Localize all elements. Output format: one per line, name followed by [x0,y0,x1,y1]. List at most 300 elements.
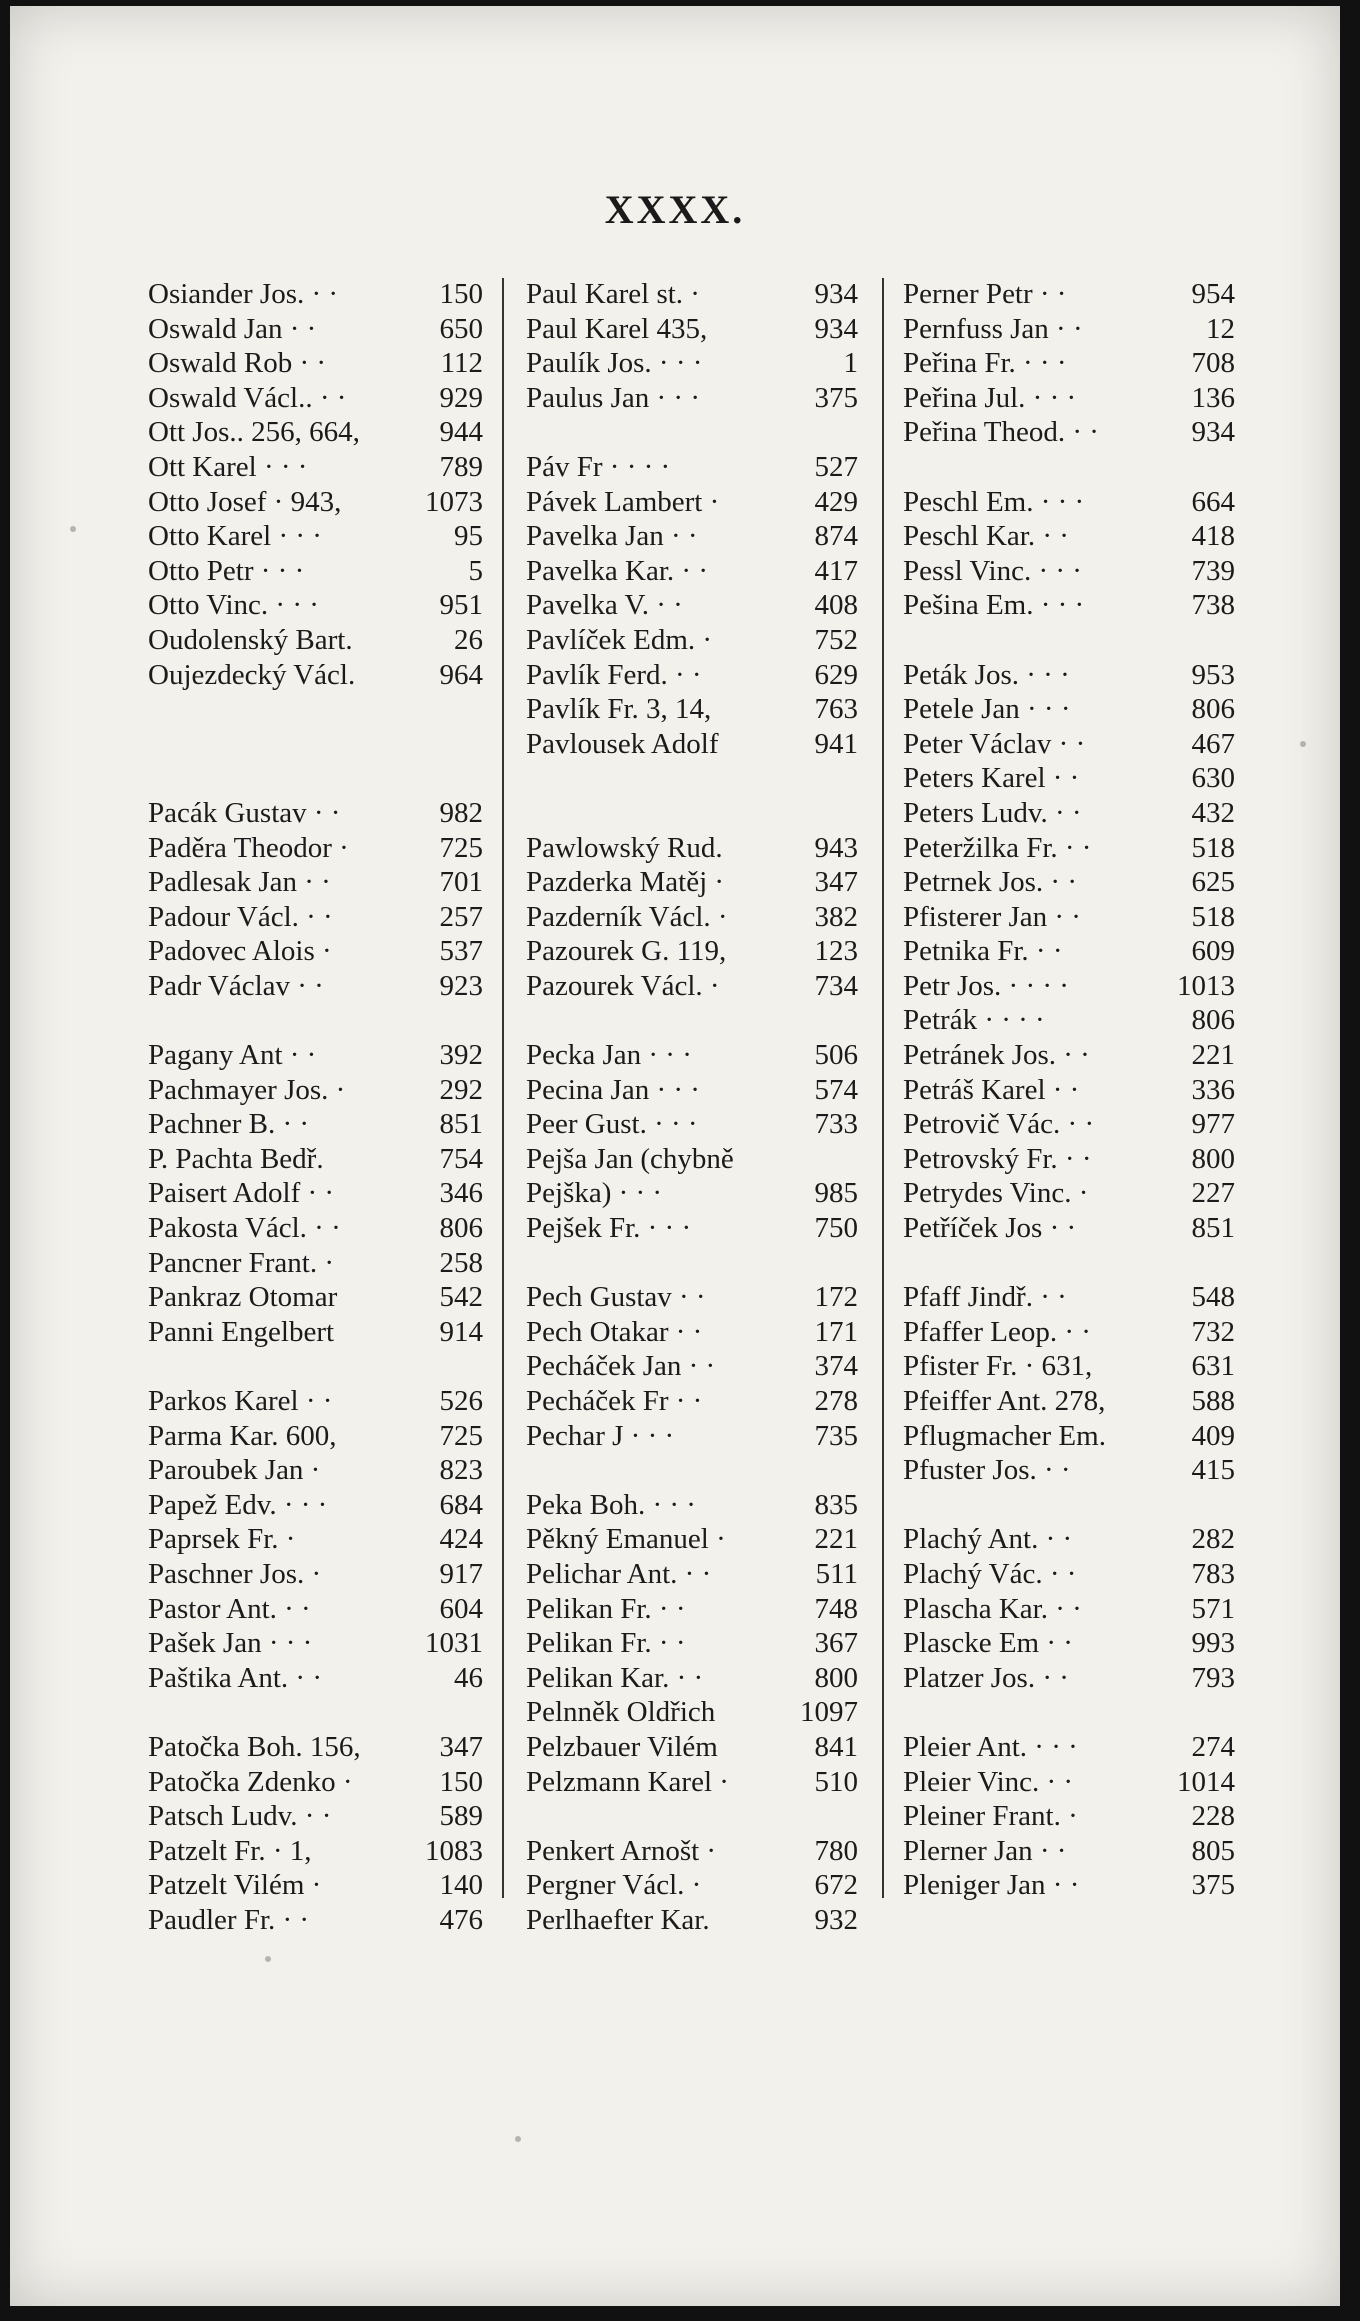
row-gap [148,693,483,728]
entry-page-number: 977 [1191,1108,1235,1141]
entry-page-number: 418 [1191,520,1235,553]
entry-page-number: 506 [814,1039,858,1072]
entry-name: Pavlík Ferd. · · [526,658,702,691]
entry-name: Osiander Jos. · · [148,278,339,310]
paper-speck [515,2136,521,2142]
index-entry [526,1143,858,1178]
entry-name: Otto Karel · · · [148,520,322,553]
entry-name: Paulík Jos. · · · [526,347,703,380]
entry-page-number: 1073 [425,485,483,518]
index-entry [903,1662,1235,1697]
entry-name: Pfister Fr. · 631, [903,1350,1093,1383]
entry-page-number: 526 [439,1385,483,1417]
entry-name: Peer Gust. · · · [526,1108,698,1141]
entry-name: Pech Otakar · · [526,1315,703,1348]
entry-name: Platzer Jos. · · [903,1661,1069,1694]
entry-page-number: 347 [814,866,858,899]
index-entry [903,762,1235,797]
entry-page-number: 476 [439,1903,483,1936]
entry-page-number: 701 [439,866,483,899]
index-entry [526,866,858,901]
entry-page-number: 1031 [425,1627,483,1660]
row-gap [526,797,858,832]
index-entry [148,1074,483,1109]
index-entry [903,970,1235,1005]
row-gap [148,1004,483,1039]
entry-page-number: 725 [439,1419,483,1452]
index-entry [148,659,483,694]
index-entry [903,1558,1235,1593]
entry-page-number: 409 [1191,1419,1235,1452]
index-entry [526,486,858,521]
entry-page-number: 917 [439,1557,483,1590]
entry-page-number: 951 [439,589,483,622]
entry-name: Pejša Jan (chybně [526,1142,734,1175]
entry-page-number: 511 [815,1557,858,1590]
entry-page-number: 738 [1191,589,1235,622]
entry-page-number: 136 [1191,381,1235,414]
entry-name: Pachner B. · · [148,1108,310,1141]
entry-page-number: 806 [439,1212,483,1245]
entry-name: Parma Kar. 600, [148,1419,337,1452]
row-gap [526,1454,858,1489]
index-entry [903,1004,1235,1039]
index-entry [903,901,1235,936]
entry-name: Peteržilka Fr. · · [903,831,1092,864]
index-entry [148,1454,483,1489]
index-entry [903,1177,1235,1212]
entry-page-number: 672 [814,1869,858,1902]
entry-page-number: 274 [1191,1730,1235,1763]
entry-name: Pelikan Fr. · · [526,1627,686,1660]
index-entry [526,1039,858,1074]
entry-name: Oswald Václ.. · · [148,381,347,414]
entry-page-number: 806 [1191,1004,1235,1037]
entry-name: Pecháček Fr · · [526,1385,703,1417]
index-entry [903,797,1235,832]
index-entry [903,278,1235,313]
index-entry [903,1593,1235,1628]
index-entry [148,520,483,555]
page-sheet [10,6,1340,2306]
entry-name: Peka Boh. · · · [526,1488,696,1521]
entry-page-number: 571 [1191,1592,1235,1625]
entry-name: Pazderník Václ. · [526,900,728,933]
entry-name: Pecina Jan · · · [526,1073,700,1106]
index-entry [148,313,483,348]
entry-name: Pelikan Kar. · · [526,1661,704,1694]
index-entry [148,382,483,417]
entry-page-number: 258 [439,1246,483,1279]
entry-name: Pfisterer Jan · · [903,900,1081,933]
row-gap [148,728,483,763]
entry-name: Paul Karel 435, [526,312,708,345]
index-entry [148,1523,483,1558]
index-entry [148,1281,483,1316]
entry-page-number: 26 [454,623,483,656]
entry-name: Pleier Vinc. · · [903,1765,1074,1798]
row-gap [526,762,858,797]
entry-page-number: 172 [814,1281,858,1314]
entry-page-number: 934 [814,278,858,310]
index-entry [526,313,858,348]
entry-page-number: 934 [1191,416,1235,449]
entry-name: Oujezdecký Václ. [148,658,356,691]
entry-name: Petrovič Vác. · · [903,1108,1095,1141]
index-entry [148,1177,483,1212]
index-entry [148,866,483,901]
entry-name: Peřina Theod. · · [903,416,1099,449]
index-entry [526,1212,858,1247]
index-entry [148,832,483,867]
entry-page-number: 150 [439,278,483,310]
entry-page-number: 874 [814,520,858,553]
index-entry [526,1316,858,1351]
entry-page-number: 993 [1191,1627,1235,1660]
entry-name: Paděra Theodor · [148,831,349,864]
entry-page-number: 542 [439,1281,483,1314]
row-gap [526,416,858,451]
entry-page-number: 754 [439,1142,483,1175]
index-entry [903,382,1235,417]
entry-page-number: 588 [1191,1385,1235,1417]
entry-page-number: 527 [814,450,858,483]
entry-page-number: 589 [439,1800,483,1833]
entry-page-number: 734 [814,969,858,1002]
entry-name: Pacák Gustav · · [148,796,341,829]
entry-page-number: 417 [814,554,858,587]
entry-page-number: 923 [439,969,483,1002]
entry-page-number: 944 [439,416,483,449]
entry-page-number: 432 [1191,796,1235,829]
entry-name: Panni Engelbert [148,1315,335,1348]
entry-page-number: 140 [439,1869,483,1902]
entry-page-number: 282 [1191,1523,1235,1556]
entry-name: Patzelt Fr. · 1, [148,1834,312,1867]
entry-name: Pejšek Fr. · · · [526,1212,692,1245]
row-gap [526,1004,858,1039]
index-entry [903,555,1235,590]
entry-name: Paisert Adolf · · [148,1177,335,1210]
index-entry [903,347,1235,382]
entry-name: Plascke Em · · [903,1627,1073,1660]
index-entry [903,1627,1235,1662]
index-entry [903,416,1235,451]
column-1 [148,278,483,1939]
index-entry [148,1039,483,1074]
entry-page-number: 518 [1191,900,1235,933]
entry-page-number: 650 [439,312,483,345]
index-entry [526,1108,858,1143]
index-entry [903,1316,1235,1351]
entry-page-number: 424 [439,1523,483,1556]
index-entry [148,970,483,1005]
entry-page-number: 964 [439,658,483,691]
index-entry [148,1489,483,1524]
index-entry [148,1247,483,1282]
index-entry [148,624,483,659]
entry-page-number: 408 [814,589,858,622]
entry-name: Pavelka Jan · · [526,520,698,553]
index-entry [148,1904,483,1939]
entry-page-number: 221 [814,1523,858,1556]
entry-name: Peschl Kar. · · [903,520,1069,553]
entry-page-number: 800 [814,1661,858,1694]
entry-page-number: 392 [439,1039,483,1072]
index-entry [903,1766,1235,1801]
entry-name: Plachý Ant. · · [903,1523,1073,1556]
index-entry [526,693,858,728]
index-entry [526,1766,858,1801]
entry-page-number: 46 [454,1661,483,1694]
index-entry [148,797,483,832]
entry-name: Pastor Ant. · · [148,1592,311,1625]
entry-page-number: 982 [439,796,483,829]
entry-name: Perlhaefter Kar. [526,1903,710,1936]
entry-name: Pavlík Fr. 3, 14, [526,693,712,726]
index-entry [526,1662,858,1697]
entry-name: Patzelt Vilém · [148,1869,322,1902]
entry-name: Pelzmann Karel · [526,1765,729,1798]
index-entry [148,1869,483,1904]
entry-name: Pergner Václ. · [526,1869,702,1902]
index-entry [148,1593,483,1628]
entry-page-number: 841 [814,1730,858,1763]
entry-name: Parkos Karel · · [148,1385,333,1417]
index-entry [903,1074,1235,1109]
entry-page-number: 739 [1191,554,1235,587]
entry-name: Otto Vinc. · · · [148,589,319,622]
entry-name: Peták Jos. · · · [903,658,1070,691]
index-entry [526,347,858,382]
index-entry [526,1627,858,1662]
entry-name: Patočka Boh. 156, [148,1730,361,1763]
entry-name: Otto Josef · 943, [148,485,342,518]
index-entry [526,1489,858,1524]
index-entry [526,1281,858,1316]
entry-name: Pěkný Emanuel · [526,1523,726,1556]
entry-name: Peters Ludv. · · [903,796,1082,829]
index-entry [526,728,858,763]
index-entry [526,520,858,555]
index-entry [148,451,483,486]
column-divider-2 [882,278,884,1898]
entry-name: Pecka Jan · · · [526,1039,692,1072]
entry-page-number: 748 [814,1592,858,1625]
paper-speck [265,1956,271,1962]
row-gap [903,624,1235,659]
entry-page-number: 733 [814,1108,858,1141]
index-entry [148,1662,483,1697]
entry-name: Peřina Fr. · · · [903,347,1067,380]
entry-name: Plachý Vác. · · [903,1557,1077,1590]
entry-name: P. Pachta Bedř. [148,1142,324,1175]
entry-name: Paudler Fr. · · [148,1903,310,1936]
entry-page-number: 789 [439,450,483,483]
entry-page-number: 823 [439,1454,483,1487]
entry-page-number: 537 [439,935,483,968]
entry-page-number: 630 [1191,762,1235,795]
entry-page-number: 375 [814,381,858,414]
index-entry [526,1869,858,1904]
entry-page-number: 625 [1191,866,1235,899]
entry-page-number: 800 [1191,1142,1235,1175]
entry-name: Pazourek G. 119, [526,935,727,968]
entry-page-number: 171 [814,1315,858,1348]
row-gap [148,1696,483,1731]
entry-name: Patočka Zdenko · [148,1765,353,1798]
index-entry [148,935,483,970]
index-entry [526,1074,858,1109]
entry-page-number: 257 [439,900,483,933]
entry-name: Pavelka V. · · [526,589,683,622]
index-entry [526,624,858,659]
index-entry [148,278,483,313]
entry-page-number: 1014 [1177,1765,1235,1798]
row-gap [903,1489,1235,1524]
entry-page-number: 631 [1191,1350,1235,1383]
entry-name: Pazourek Václ. · [526,969,720,1002]
index-entry [903,659,1235,694]
index-entry [903,1039,1235,1074]
entry-page-number: 954 [1191,278,1235,310]
entry-name: Pazderka Matěj · [526,866,725,899]
row-gap [903,451,1235,486]
index-entry [148,1385,483,1420]
entry-name: Pech Gustav · · [526,1281,706,1314]
entry-page-number: 415 [1191,1454,1235,1487]
index-entry [148,901,483,936]
entry-page-number: 851 [1191,1212,1235,1245]
entry-page-number: 725 [439,831,483,864]
index-entry [903,486,1235,521]
entry-page-number: 429 [814,485,858,518]
index-entry [903,728,1235,763]
entry-name: Pflugmacher Em. [903,1419,1106,1452]
entry-name: Pfeiffer Ant. 278, [903,1385,1106,1417]
index-entry [526,1350,858,1385]
entry-name: Pessl Vinc. · · · [903,554,1082,587]
index-entry [903,1350,1235,1385]
entry-name: Padour Václ. · · [148,900,333,933]
entry-page-number: 374 [814,1350,858,1383]
entry-name: Ott Karel · · · [148,450,308,483]
entry-name: Petnika Fr. · · [903,935,1063,968]
index-entry [148,1143,483,1178]
entry-page-number: 367 [814,1627,858,1660]
index-entry [903,1454,1235,1489]
entry-name: Pavlíček Edm. · [526,623,713,656]
entry-page-number: 518 [1191,831,1235,864]
entry-name: Plascha Kar. · · [903,1592,1082,1625]
entry-name: Perner Petr · · [903,278,1067,310]
entry-page-number: 629 [814,658,858,691]
entry-name: Pejška) · · · [526,1177,663,1210]
index-entry [526,832,858,867]
index-entry [148,1800,483,1835]
index-entry [526,1420,858,1455]
entry-page-number: 150 [439,1765,483,1798]
entry-name: Petr Jos. · · · · [903,969,1069,1002]
row-gap [903,1696,1235,1731]
entry-name: Pešina Em. · · · [903,589,1085,622]
entry-name: Pankraz Otomar [148,1281,338,1314]
entry-name: Pawlowský Rud. [526,831,723,864]
entry-name: Pavelka Kar. · · [526,554,708,587]
entry-page-number: 375 [1191,1869,1235,1902]
entry-page-number: 112 [440,347,483,380]
row-gap [526,1800,858,1835]
index-entry [526,1904,858,1939]
index-entry [903,1731,1235,1766]
entry-page-number: 227 [1191,1177,1235,1210]
entry-page-number: 12 [1206,312,1235,345]
entry-name: Petrnek Jos. · · [903,866,1077,899]
index-entry [148,1316,483,1351]
entry-name: Pagany Ant · · [148,1039,317,1072]
entry-page-number: 732 [1191,1315,1235,1348]
column-divider-1 [502,278,504,1898]
entry-name: Otto Petr · · · [148,554,305,587]
entry-name: Páv Fr · · · · [526,450,671,483]
index-entry [903,1523,1235,1558]
entry-page-number: 1013 [1177,969,1235,1002]
entry-page-number: 806 [1191,693,1235,726]
index-entry [526,382,858,417]
entry-name: Pfaff Jindř. · · [903,1281,1067,1314]
entry-page-number: 548 [1191,1281,1235,1314]
page-title: XXXX. [604,187,746,232]
entry-page-number: 574 [814,1073,858,1106]
entry-page-number: 750 [814,1212,858,1245]
index-entry [526,589,858,624]
entry-page-number: 851 [439,1108,483,1141]
entry-page-number: 752 [814,623,858,656]
index-entry [903,1835,1235,1870]
paper-speck [70,526,76,532]
entry-page-number: 510 [814,1765,858,1798]
paper-speck [1300,741,1306,747]
entry-page-number: 684 [439,1488,483,1521]
entry-name: Pašek Jan · · · [148,1627,313,1660]
entry-name: Pancner Frant. · [148,1246,335,1279]
entry-name: Pechar J · · · [526,1419,675,1452]
entry-name: Petráš Karel · · [903,1073,1080,1106]
index-entry [903,1143,1235,1178]
index-entry [526,1558,858,1593]
entry-page-number: 943 [814,831,858,864]
entry-page-number: 835 [814,1488,858,1521]
index-entry [903,832,1235,867]
entry-name: Paštika Ant. · · [148,1661,322,1694]
index-entry [526,970,858,1005]
index-entry [148,1558,483,1593]
entry-name: Oswald Jan · · [148,312,317,345]
entry-page-number: 382 [814,900,858,933]
index-entry [526,1731,858,1766]
entry-name: Paul Karel st. · [526,278,700,310]
entry-name: Petele Jan · · · [903,693,1071,726]
index-entry [526,451,858,486]
row-gap [526,1247,858,1282]
entry-name: Pelichar Ant. · · [526,1557,712,1590]
column-3 [903,278,1235,1904]
index-entry [526,278,858,313]
entry-name: Plerner Jan · · [903,1834,1067,1867]
index-entry [148,1731,483,1766]
entry-name: Pfaffer Leop. · · [903,1315,1091,1348]
entry-name: Paprsek Fr. · [148,1523,296,1556]
